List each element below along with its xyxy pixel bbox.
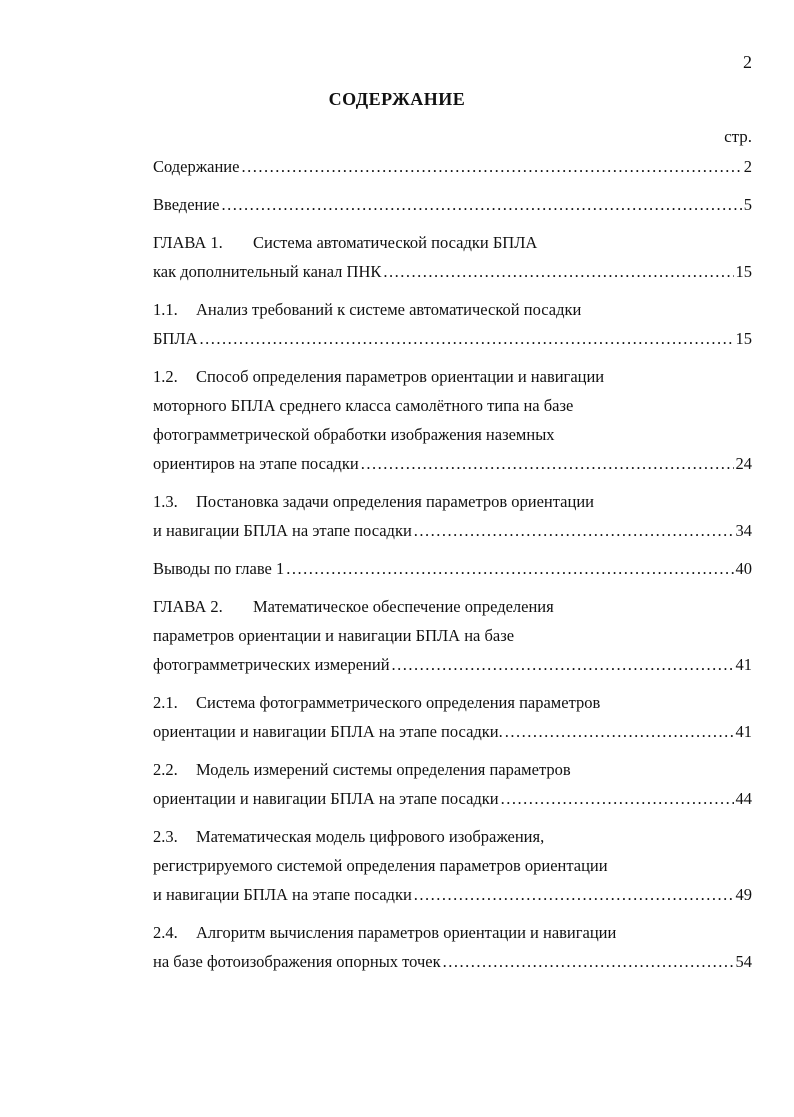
toc-entry-number: 1.1. — [153, 300, 178, 319]
toc-entry-title: Система фотограмметрического определения параметров — [196, 693, 601, 712]
toc-entry-title: на базе фотоизображения опорных точек — [153, 952, 441, 971]
dot-leader — [222, 190, 742, 219]
toc-entry-title: как дополнительный канал ПНК — [153, 262, 382, 281]
toc-entry-text — [153, 257, 381, 286]
toc-entry-title: Введение — [153, 195, 220, 214]
toc-entry — [153, 755, 752, 813]
toc-page-number: 41 — [735, 655, 752, 674]
toc-entry-text — [153, 152, 239, 181]
toc-entry-number: ГЛАВА 1. — [153, 233, 223, 252]
toc-entry-number: 1.2. — [153, 367, 178, 386]
toc-entry-title: ориентиров на этапе посадки — [153, 454, 359, 473]
toc-entry-text — [153, 626, 514, 645]
toc-page-number: 40 — [735, 559, 752, 578]
toc-entry-title: БПЛА — [153, 329, 198, 348]
toc-entry — [153, 228, 752, 286]
toc-entry-title: Выводы по главе 1 — [153, 559, 285, 578]
dot-leader — [505, 717, 734, 746]
toc-page-number: 54 — [735, 952, 752, 971]
toc-entry — [153, 918, 752, 976]
toc-line — [153, 257, 752, 286]
toc-page-number: 15 — [735, 262, 752, 281]
toc-entry-number: 1.3. — [153, 492, 178, 511]
toc-page-number: 24 — [735, 454, 752, 473]
toc-line — [153, 362, 752, 391]
dot-leader — [501, 784, 734, 813]
toc-entry-title: Математическая модель цифрового изображения, — [196, 827, 545, 846]
toc-page-number: 44 — [735, 789, 752, 808]
toc-entry-number: 2.4. — [153, 923, 178, 942]
toc-entry — [153, 152, 752, 181]
toc-entry-text — [153, 396, 573, 415]
dot-leader — [286, 554, 733, 583]
dot-leader — [392, 650, 734, 679]
toc-entry — [153, 362, 752, 478]
toc-line — [153, 755, 752, 784]
toc-entry-title: Содержание — [153, 157, 240, 176]
toc-page-number: 15 — [735, 329, 752, 348]
toc-line — [153, 554, 752, 583]
toc-entry-title: фотограмметрических измерений — [153, 655, 390, 674]
toc-entry-title: моторного БПЛА среднего класса самолётного типа на базе — [153, 396, 574, 415]
toc-line — [153, 391, 752, 420]
toc-entry-text — [153, 923, 616, 942]
toc-entry-number: ГЛАВА 2. — [153, 597, 223, 616]
dot-leader — [241, 152, 741, 181]
toc-line — [153, 822, 752, 851]
toc-entry-text — [153, 367, 604, 386]
toc-entry-text — [153, 880, 412, 909]
toc-page-number: 41 — [735, 722, 752, 741]
toc-entry-title: фотограмметрической обработки изображения наземных — [153, 425, 555, 444]
toc-entry-title: Алгоритм вычисления параметров ориентации и навигации — [196, 923, 617, 942]
toc-line — [153, 324, 752, 353]
toc-line — [153, 516, 752, 545]
toc-entry — [153, 487, 752, 545]
toc-entry-text — [153, 693, 600, 712]
dot-leader — [361, 449, 734, 478]
toc-entry-title: Математическое обеспечение определения — [253, 597, 554, 616]
toc-line — [153, 152, 752, 181]
toc-entry-text — [153, 233, 537, 252]
toc-line — [153, 621, 752, 650]
toc-entry-text — [153, 516, 412, 545]
toc-line — [153, 592, 752, 621]
toc-entry-text — [153, 947, 441, 976]
toc-entry-text — [153, 324, 198, 353]
toc-entry-title: Постановка задачи определения параметров ориентации — [196, 492, 594, 511]
dot-leader — [443, 947, 734, 976]
toc-line — [153, 784, 752, 813]
toc-entry-text — [153, 492, 594, 511]
toc-entry-text — [153, 827, 544, 846]
toc-entry-title: и навигации БПЛА на этапе посадки — [153, 521, 412, 540]
page-column-label: стр. — [724, 127, 752, 146]
toc-entry — [153, 554, 752, 583]
toc-entry-title: и навигации БПЛА на этапе посадки — [153, 885, 412, 904]
toc-page-number: 2 — [743, 157, 752, 176]
table-of-contents — [153, 152, 752, 985]
dot-leader — [414, 516, 734, 545]
toc-page-number: 5 — [743, 195, 752, 214]
toc-page-number: 34 — [735, 521, 752, 540]
toc-line — [153, 190, 752, 219]
toc-line — [153, 880, 752, 909]
toc-entry-title: параметров ориентации и навигации БПЛА на базе — [153, 626, 515, 645]
toc-entry-title: Способ определения параметров ориентации и навигации — [196, 367, 605, 386]
dot-leader — [200, 324, 734, 353]
toc-line — [153, 947, 752, 976]
toc-line — [153, 420, 752, 449]
toc-entry-text — [153, 597, 554, 616]
toc-line — [153, 228, 752, 257]
toc-entry-text — [153, 190, 220, 219]
toc-entry-text — [153, 425, 555, 444]
toc-entry — [153, 822, 752, 909]
toc-entry-title: Система автоматической посадки БПЛА — [253, 233, 538, 252]
toc-line — [153, 851, 752, 880]
dot-leader — [383, 257, 733, 286]
toc-entry-title: ориентации и навигации БПЛА на этапе посадки. — [153, 722, 503, 741]
toc-entry-text — [153, 760, 571, 779]
toc-entry-text — [153, 856, 608, 875]
toc-entry — [153, 592, 752, 679]
toc-entry-text — [153, 650, 390, 679]
toc-entry-title: Анализ требований к системе автоматической посадки — [196, 300, 582, 319]
toc-entry-text — [153, 784, 499, 813]
toc-entry — [153, 295, 752, 353]
toc-entry — [153, 688, 752, 746]
toc-line — [153, 295, 752, 324]
toc-line — [153, 688, 752, 717]
toc-page-number: 49 — [735, 885, 752, 904]
toc-entry-number: 2.3. — [153, 827, 178, 846]
page-title: СОДЕРЖАНИЕ — [328, 89, 466, 109]
toc-entry-number: 2.1. — [153, 693, 178, 712]
toc-entry — [153, 190, 752, 219]
toc-line — [153, 650, 752, 679]
toc-entry-number: 2.2. — [153, 760, 178, 779]
toc-entry-title: Модель измерений системы определения параметров — [196, 760, 571, 779]
toc-line — [153, 717, 752, 746]
toc-entry-text — [153, 449, 359, 478]
toc-entry-text — [153, 717, 503, 746]
toc-line — [153, 487, 752, 516]
toc-entry-title: регистрируемого системой определения параметров ориентации — [153, 856, 608, 875]
toc-line — [153, 449, 752, 478]
toc-line — [153, 918, 752, 947]
toc-entry-text — [153, 554, 284, 583]
page-number: 2 — [743, 52, 752, 72]
dot-leader — [414, 880, 734, 909]
toc-entry-title: ориентации и навигации БПЛА на этапе посадки — [153, 789, 499, 808]
toc-entry-text — [153, 300, 581, 319]
